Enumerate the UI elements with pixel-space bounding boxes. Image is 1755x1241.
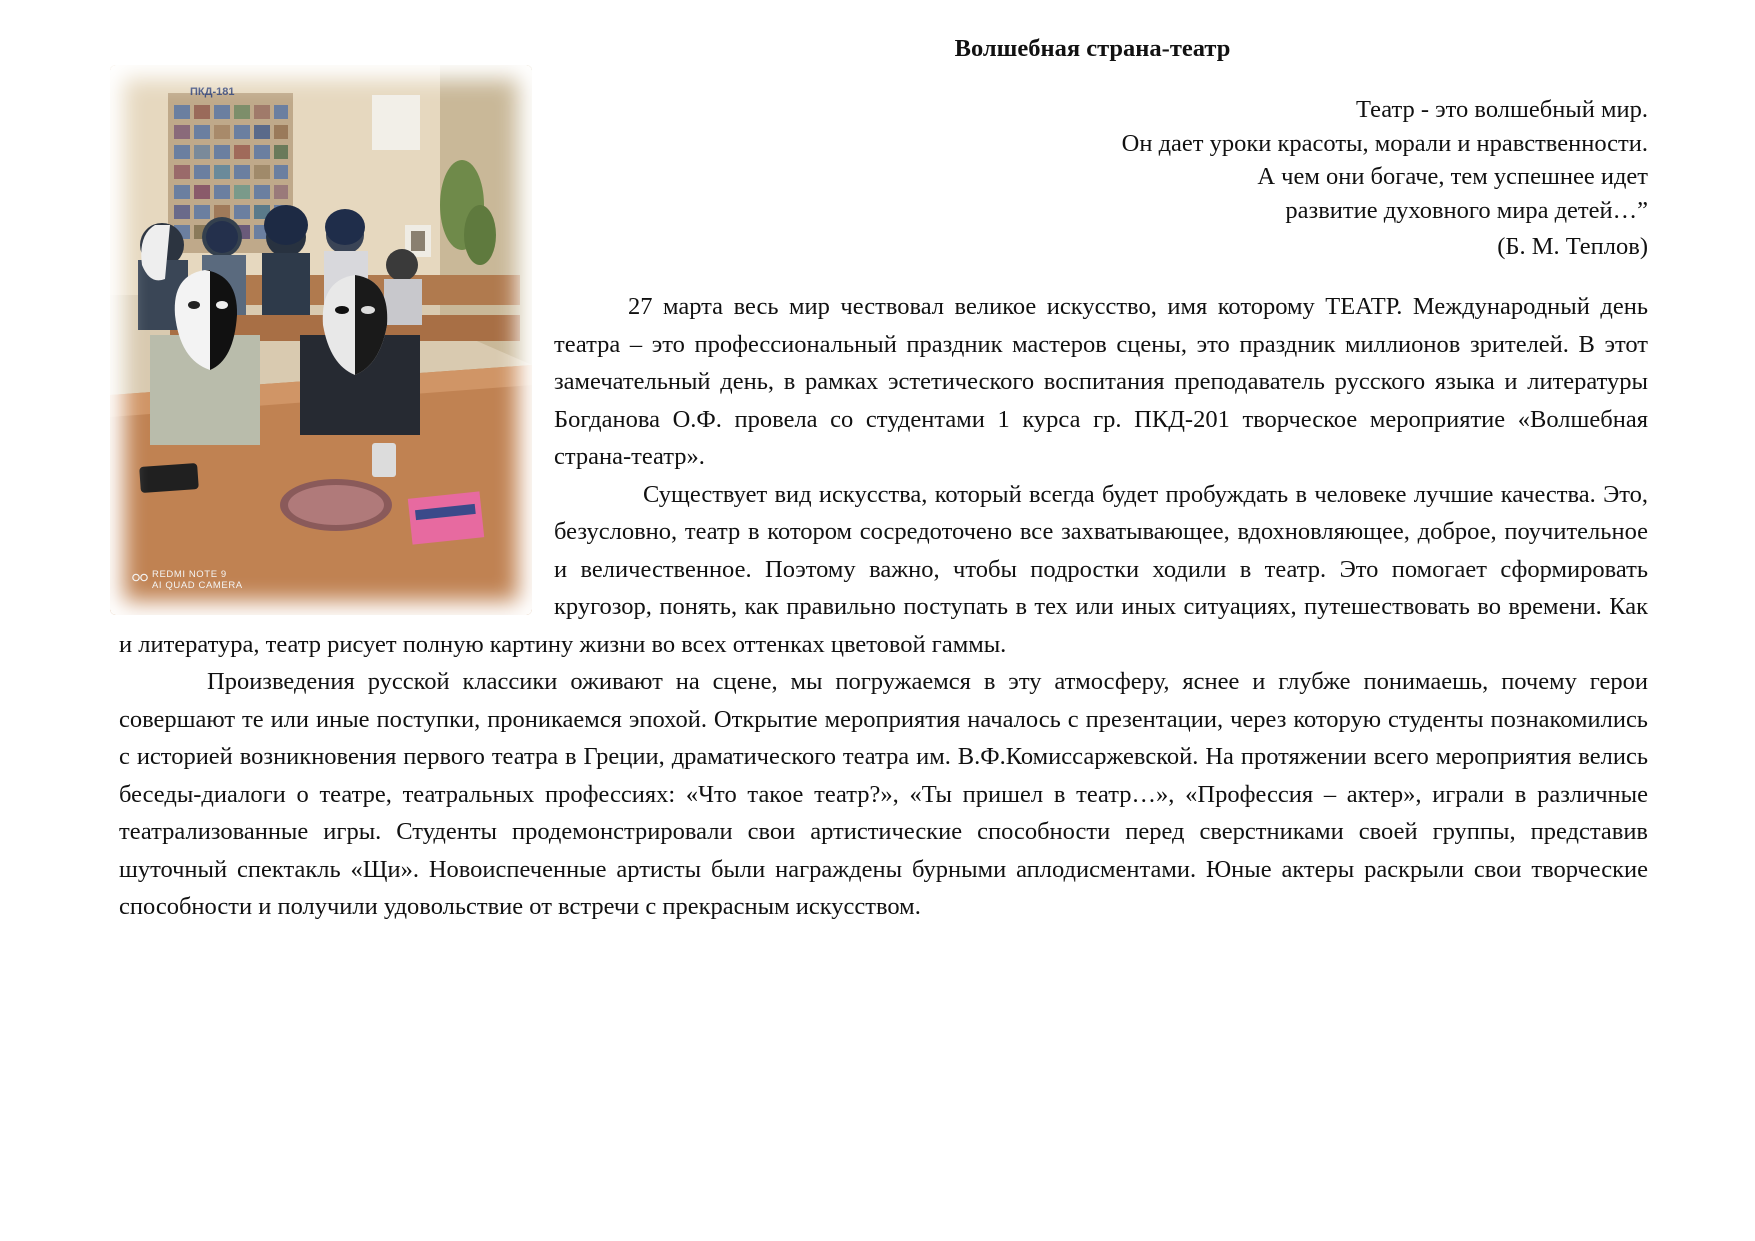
epigraph: [848, 93, 1648, 264]
epigraph-line: Он дает уроки красоты, морали и нравственности.: [1121, 129, 1648, 157]
paragraph: Произведения русской классики оживают на сцене, мы погружаемся в эту атмосферу, яснее и глубже понимаешь, почему герои совершают те или иные поступки, проникаемся эпохой. Открытие мероприятия началось с презентации, через которую студенты познакомились с историей возникновения первого театра в Греции, драматического театра им. В.Ф.Комиссаржевской. На протяжении всего мероприятия велись беседы-диалоги о театре, театральных профессиях: «Что такое театр?», «Ты пришел в театр…», «Профессия – актер», играли в различные театрализованные игры. Студенты продемонстрировали свои артистические способности перед сверстниками своей группы, представив шуточный спектакль «Щи». Новоиспеченные артисты были награждены бурными аплодисментами. Юные актеры раскрыли свои творческие способности и получили удовольствие от встречи с прекрасным искусством.: [119, 668, 1648, 920]
photo-float-spacer: [119, 288, 554, 622]
epigraph-line: развитие духовного мира детей…”: [1285, 196, 1648, 224]
page-title: Волшебная страна-театр: [954, 35, 1231, 62]
epigraph-line: А чем они богаче, тем успешнее идет: [1257, 163, 1648, 190]
paragraph: Существует вид искусства, который всегда будет пробуждать в человеке лучшие качества. Это, безусловно, театр в котором сосредоточено все захватывающее, вдохновляющее, доброе, поучительное и величественное. Поэтому важно, чтобы подростки ходили в театр. Это помогает сформировать кругозор, понять, как правильно поступать в тех или иных ситуациях, путешествовать во времени. Как и литература, театр рисует полную картину жизни во всех оттенках цветовой гаммы.: [119, 480, 1648, 658]
epigraph-author: (Б. М. Теплов): [1497, 233, 1648, 260]
paragraph: 27 марта весь мир чествовал великое искусство, имя которому ТЕАТР. Международный день театра – это профессиональный праздник мастеров сцены, это праздник миллионов зрителей. В этот замечательный день, в рамках эстетического воспитания преподаватель русского языка и литературы Богданова О.Ф. провела со студентами 1 курса гр. ПКД-201 творческое мероприятие «Волшебная страна-театр».: [554, 293, 1648, 470]
camera-watermark-line: AI QUAD CAMERA: [152, 580, 243, 591]
article-body: [119, 288, 1648, 926]
poster-text: ПКД-181: [190, 86, 235, 98]
epigraph-line: Театр - это волшебный мир.: [1356, 96, 1648, 123]
camera-watermark-line: REDMI NOTE 9: [152, 569, 227, 580]
